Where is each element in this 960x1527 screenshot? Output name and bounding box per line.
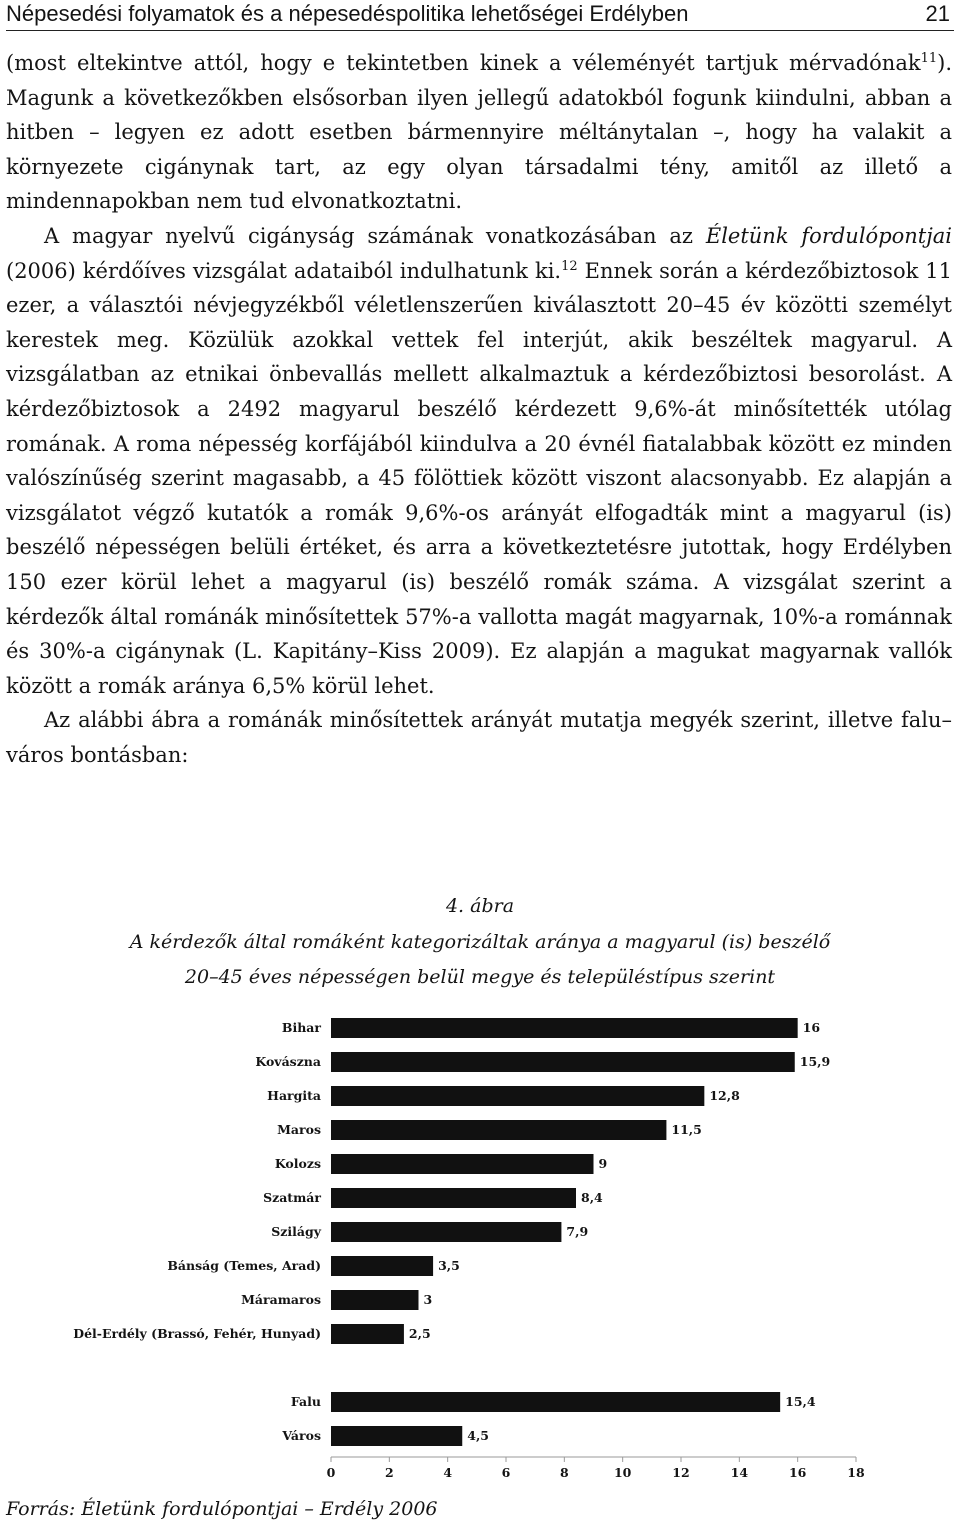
category-label: Város	[282, 1428, 321, 1443]
x-tick-label: 10	[613, 1465, 632, 1480]
data-label: 2,5	[408, 1326, 431, 1341]
category-label: Bánság (Temes, Arad)	[167, 1258, 321, 1273]
category-label: Szilágy	[271, 1224, 321, 1239]
x-tick-label: 18	[847, 1465, 865, 1480]
bar	[331, 1086, 704, 1106]
category-label: Kolozs	[274, 1156, 321, 1171]
data-label: 11,5	[671, 1122, 702, 1137]
bar	[331, 1018, 798, 1038]
x-tick-label: 0	[326, 1465, 336, 1480]
paragraph-1	[6, 46, 952, 219]
category-label: Szatmár	[263, 1190, 321, 1205]
x-tick-label: 14	[730, 1465, 749, 1480]
figure-caption-line-2: 20–45 éves népességen belül megye és településtípus szerint	[184, 966, 776, 988]
bar	[331, 1392, 780, 1412]
paragraph-1-text-a: (most eltekintve attól, hogy e tekintetben kinek a véleményét tartjuk mérvadónak	[6, 51, 921, 75]
bar	[331, 1256, 433, 1276]
x-tick-label: 4	[443, 1465, 453, 1480]
bar	[331, 1154, 594, 1174]
category-label: Maros	[277, 1122, 321, 1137]
data-label: 15,4	[785, 1394, 816, 1409]
data-label: 3	[423, 1292, 433, 1307]
paragraph-2-text-b: (2006) kérdőíves vizsgálat adataiból indulhatunk ki.	[6, 258, 562, 283]
running-title: Népesedési folyamatok és a népesedéspolitika lehetőségei Erdélyben	[6, 1, 689, 26]
data-label: 8,4	[581, 1190, 603, 1205]
footnote-ref-12[interactable]: 12	[561, 258, 578, 274]
category-label: Falu	[290, 1394, 321, 1409]
page-header	[6, 0, 954, 31]
figure-caption-line-1: A kérdezők által romáként kategorizáltak aránya a magyarul (is) beszélő	[129, 931, 831, 953]
paragraph-2	[6, 219, 952, 703]
bar	[331, 1426, 462, 1446]
data-label: 12,8	[709, 1088, 740, 1103]
data-label: 4,5	[467, 1428, 489, 1443]
x-tick-label: 6	[501, 1465, 511, 1480]
page-number: 21	[925, 1, 950, 26]
paragraph-1-text-b: ). Magunk a következőkben elsősorban ilyen jellegű adatokból fogunk kiindulni, abban a hitben – legyen ez adott esetben bármennyire méltánytalan –, hogy ha valakit a környezete cigánynak tart, az egy olyan társadalmi tény, amitől az illető a mindennapokban nem tud elvonatkoztatni.	[6, 51, 952, 214]
data-label: 15,9	[799, 1054, 831, 1069]
category-label: Bihar	[281, 1020, 321, 1035]
category-label: Hargita	[267, 1088, 321, 1103]
bar	[331, 1324, 404, 1344]
bar-chart-svg	[0, 1005, 960, 1495]
x-tick-label: 8	[559, 1465, 569, 1480]
data-label: 3,5	[438, 1258, 460, 1273]
footnote-ref-11[interactable]: 11	[920, 51, 938, 66]
paragraph-2-text-c: Ennek során a kérdezőbiztosok 11 ezer, a választói névjegyzékből véletlenszerűen kiválasztott 20–45 év közötti személyt kerestek meg. Közülük azokkal vettek fel interjút, akik beszéltek magyarul. A vizsgálatban az etnikai önbevallás mellett alkalmaztuk a kérdezőbiztosi besorolást. A kérdezőbiztosok a 2492 magyarul beszélő kérdezett 9,6%-át minősítették utólag romának. A roma népesség korfájából kiindulva a 20 évnél fiatalabbak között ez minden valószínűség szerint magasabb, a 45 fölöttiek között viszont alacsonyabb. Ez alapján a vizsgálatot végző kutatók a romák 9,6%-os arányát elfogadták mint a magyarul (is) beszélő népességen belüli értéket, és arra a következtetésre jutottak, hogy Erdélyben 150 ezer körül lehet a magyarul (is) beszélő romák száma. A vizsgálat szerint a kérdezők által románák minősítettek 57%-a vallotta magát magyarnak, 10%-a románnak és 30%-a cigánynak (L. Kapitány–Kiss 2009). Ez alapján a magukat magyarnak vallók között a romák aránya 6,5% körül lehet.	[6, 258, 953, 698]
bar	[331, 1052, 795, 1072]
data-label: 7,9	[566, 1224, 589, 1239]
figure-source: Forrás: Életünk fordulópontjai – Erdély 2006	[6, 1498, 438, 1520]
bar	[331, 1120, 666, 1140]
bar-chart	[0, 1005, 960, 1495]
data-label: 16	[802, 1020, 821, 1035]
data-label: 9	[598, 1156, 608, 1171]
paragraph-3: Az alábbi ábra a románák minősítettek arányát mutatja megyék szerint, illetve falu–város bontásban:	[6, 708, 952, 767]
survey-title: Életünk fordulópontjai	[705, 223, 952, 248]
x-tick-label: 12	[672, 1465, 690, 1480]
paragraph-2-text-a: A magyar nyelvű cigányság számának vonatkozásában az	[44, 223, 706, 248]
x-tick-label: 16	[788, 1465, 807, 1480]
category-label: Dél-Erdély (Brassó, Fehér, Hunyad)	[73, 1326, 321, 1341]
body-text	[6, 46, 952, 772]
figure-number: 4. ábra	[445, 895, 515, 917]
bar	[331, 1188, 576, 1208]
bar	[331, 1222, 561, 1242]
x-tick-label: 2	[384, 1465, 394, 1480]
category-label: Máramaros	[241, 1292, 321, 1307]
category-label: Kovászna	[255, 1054, 321, 1069]
bar	[331, 1290, 419, 1310]
